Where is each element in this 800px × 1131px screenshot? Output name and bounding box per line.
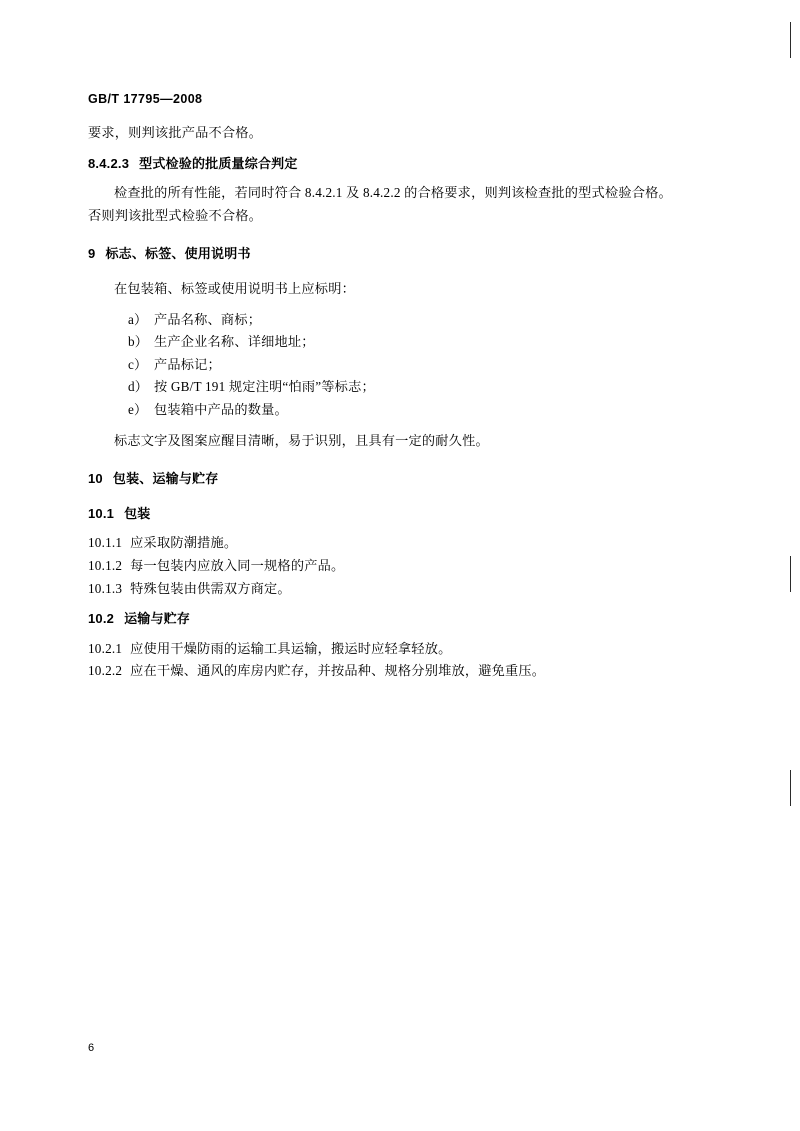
spacer xyxy=(88,452,716,468)
clause-10-1-2-text: 每一包装内应放入同一规格的产品。 xyxy=(130,557,345,573)
list-item-d xyxy=(88,376,716,398)
list-item-e-label: e） xyxy=(128,401,148,417)
clause-8-4-2-3-title: 型式检验的批质量综合判定 xyxy=(139,155,298,171)
clause-10-1-1-text: 应采取防潮措施。 xyxy=(130,535,238,551)
clause-8-4-2-3-number: 8.4.2.3 xyxy=(88,155,130,171)
list-item-b-label: b） xyxy=(128,334,149,350)
clause-9-number: 9 xyxy=(88,246,96,262)
spacer xyxy=(88,145,716,153)
list-item-d-label: d） xyxy=(128,379,149,395)
clause-10-1-1 xyxy=(88,532,716,554)
clause-8-4-2-3-heading xyxy=(88,153,716,175)
spacer xyxy=(88,174,716,182)
clause-10-1-3 xyxy=(88,578,716,600)
clause-10-number: 10 xyxy=(88,471,103,487)
clause-9-title: 标志、标签、使用说明书 xyxy=(105,246,251,262)
page-number: 6 xyxy=(88,1042,95,1054)
clause-10-heading xyxy=(88,468,716,490)
list-item-b xyxy=(88,331,716,353)
list-item-b-text: 生产企业名称、详细地址； xyxy=(154,334,315,350)
crop-mark-bottom xyxy=(790,770,791,806)
list-item-c-text: 产品标记； xyxy=(154,356,221,372)
clause-10-2-2-number: 10.2.2 xyxy=(88,663,123,679)
list-item-e-text: 包装箱中产品的数量。 xyxy=(154,401,288,417)
clause-10-2-1-number: 10.2.1 xyxy=(88,640,123,656)
clause-10-1-1-number: 10.1.1 xyxy=(88,535,123,551)
clause-10-2-title: 运输与贮存 xyxy=(124,611,191,627)
clause-10-2-2 xyxy=(88,660,716,682)
clause-10-2-heading xyxy=(88,608,716,630)
paragraph-continuation: 要求，则判该批产品不合格。 xyxy=(88,125,263,140)
paragraph-8-4-2-3-line-2: 否则判该批型式检验不合格。 xyxy=(88,207,263,223)
standard-header: GB/T 17795—2008 xyxy=(88,92,203,106)
clause-10-2-1-text: 应使用干燥防雨的运输工具运输，搬运时应轻拿轻放。 xyxy=(130,640,452,656)
spacer xyxy=(88,490,716,503)
list-item-d-text: 按 GB/T 191 规定注明“怕雨”等标志； xyxy=(154,379,375,395)
clause-10-1-heading xyxy=(88,503,716,525)
spacer xyxy=(88,227,716,243)
list-item-a-text: 产品名称、商标； xyxy=(154,311,262,327)
clause-10-2-1 xyxy=(88,638,716,660)
document-body xyxy=(88,122,716,683)
clause-10-title: 包装、运输与贮存 xyxy=(112,471,219,487)
paragraph-9-closing: 标志文字及图案应醒目清晰，易于识别，且具有一定的耐久性。 xyxy=(114,432,489,448)
clause-10-1-3-number: 10.1.3 xyxy=(88,580,123,596)
spacer xyxy=(88,630,716,638)
list-item-c-label: c） xyxy=(128,356,148,372)
list-item-e xyxy=(88,399,716,421)
clause-10-2-number: 10.2 xyxy=(88,611,115,627)
list-item-a-label: a） xyxy=(128,311,148,327)
clause-10-1-number: 10.1 xyxy=(88,505,115,521)
page-content xyxy=(88,0,716,1131)
spacer xyxy=(88,422,716,430)
spacer xyxy=(88,600,716,608)
clause-10-1-title: 包装 xyxy=(124,505,151,521)
crop-mark-top xyxy=(790,22,791,58)
spacer xyxy=(88,265,716,278)
crop-mark-middle xyxy=(790,556,791,592)
clause-10-2-2-text: 应在干燥、通风的库房内贮存，并按品种、规格分别堆放，避免重压。 xyxy=(130,663,546,679)
clause-9-heading xyxy=(88,243,716,265)
paragraph-8-4-2-3-line-1: 检查批的所有性能，若同时符合 8.4.2.1 及 8.4.2.2 的合格要求，则判该检查批的型式检验合格。 xyxy=(114,185,672,201)
clause-10-1-3-text: 特殊包装由供需双方商定。 xyxy=(130,580,291,596)
clause-10-1-2 xyxy=(88,555,716,577)
paragraph-9-intro: 在包装箱、标签或使用说明书上应标明： xyxy=(114,280,355,296)
list-item-c xyxy=(88,354,716,376)
spacer xyxy=(88,524,716,532)
list-item-a xyxy=(88,309,716,331)
spacer xyxy=(88,301,716,309)
clause-10-1-2-number: 10.1.2 xyxy=(88,557,123,573)
